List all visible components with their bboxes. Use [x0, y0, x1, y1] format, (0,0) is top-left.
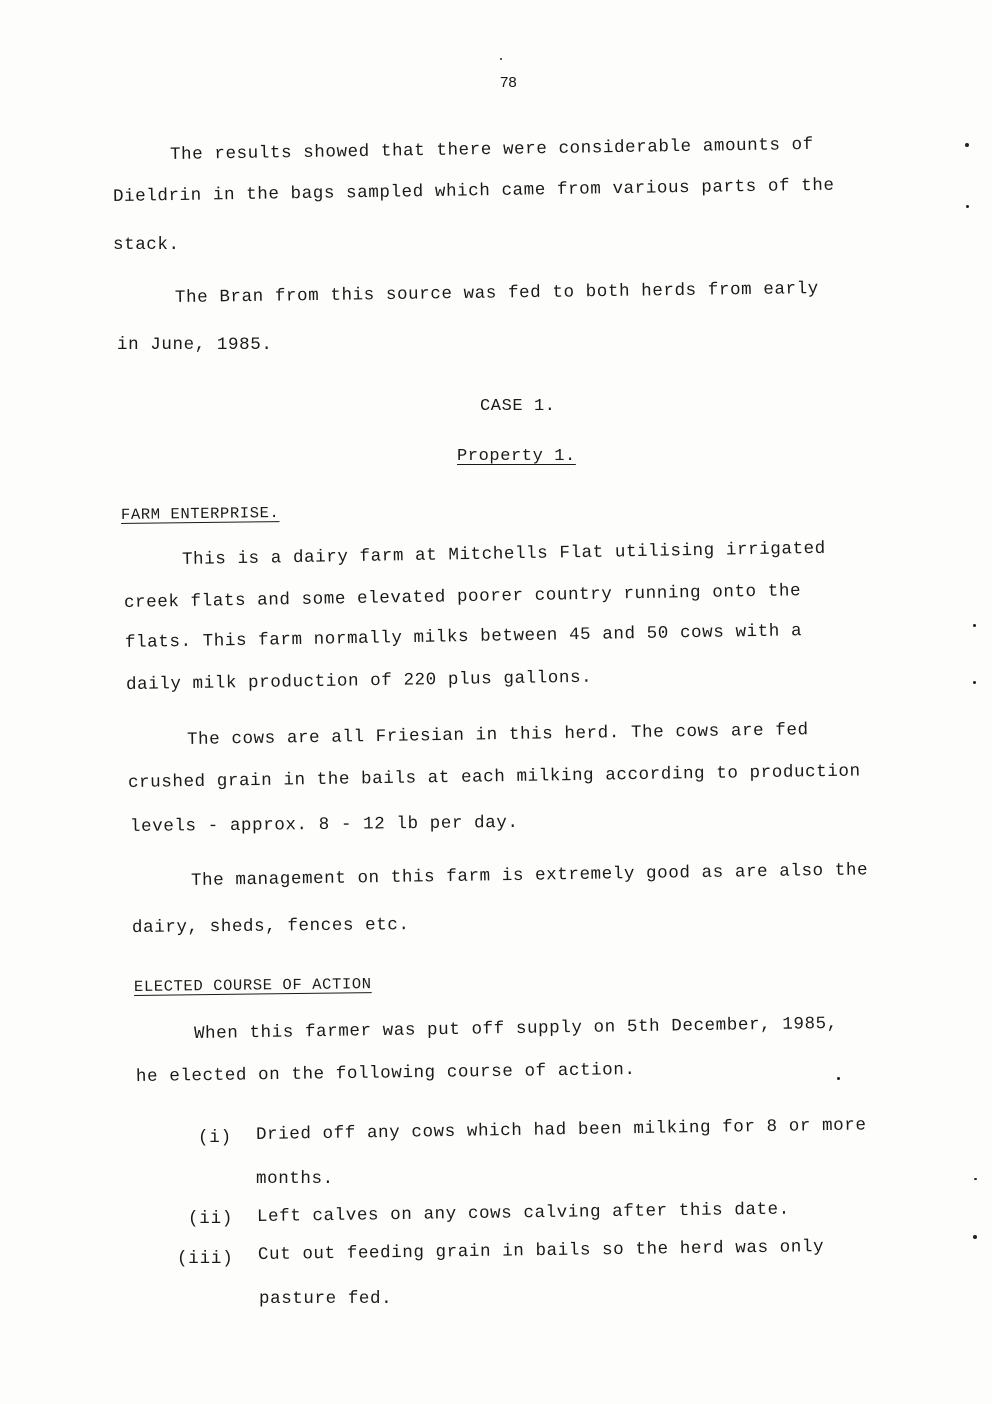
- paragraph-line: When this farmer was put off supply on 5th December, 1985,: [193, 1013, 838, 1044]
- scan-speck: [973, 1235, 977, 1239]
- scan-speck: [974, 1178, 977, 1180]
- list-item-number: (i): [198, 1128, 232, 1148]
- scan-speck: [965, 143, 969, 147]
- paragraph-line: Dieldrin in the bags sampled which came from various parts of the: [112, 175, 835, 207]
- paragraph-line: in June, 1985.: [117, 335, 273, 355]
- list-item-text: months.: [256, 1169, 334, 1189]
- elected-course-heading: ELECTED COURSE OF ACTION: [133, 975, 372, 996]
- paragraph-line: dairy, sheds, fences etc.: [131, 915, 410, 938]
- paragraph-line: The management on this farm is extremely good as are also the: [190, 860, 869, 891]
- paragraph-line: The cows are all Friesian in this herd. The cows are fed: [186, 720, 809, 750]
- page-number: 78: [500, 74, 517, 91]
- list-item-text: Cut out feeding grain in bails so the herd was only: [257, 1237, 825, 1265]
- list-item-text: pasture fed.: [259, 1289, 393, 1309]
- scan-speck: [966, 205, 969, 208]
- scan-speck: [973, 681, 976, 684]
- list-item-number: (ii): [188, 1209, 234, 1229]
- list-item-number: (iii): [177, 1249, 234, 1269]
- paragraph-line: stack.: [113, 235, 180, 255]
- paragraph-line: levels - approx. 8 - 12 lb per day.: [129, 812, 519, 837]
- paragraph-line: daily milk production of 220 plus gallons.: [125, 667, 593, 695]
- paragraph-line: crushed grain in the bails at each milking according to production: [127, 761, 861, 793]
- list-item-text: Dried off any cows which had been milking for 8 or more: [255, 1115, 867, 1145]
- paragraph-line: The Bran from this source was fed to both herds from early: [174, 279, 819, 308]
- list-item-text: Left calves on any cows calving after this date.: [256, 1199, 790, 1227]
- paragraph-line: This is a dairy farm at Mitchells Flat utilising irrigated: [181, 538, 826, 570]
- paragraph-line: he elected on the following course of action.: [135, 1060, 636, 1087]
- paragraph-line: creek flats and some elevated poorer country running onto the: [123, 581, 802, 613]
- case-heading: CASE 1.: [480, 397, 556, 416]
- farm-enterprise-heading: FARM ENTERPRISE.: [120, 504, 280, 524]
- scan-speck: [837, 1077, 840, 1080]
- scan-speck: [973, 624, 976, 627]
- paragraph-line: The results showed that there were considerable amounts of: [169, 134, 814, 165]
- paragraph-line: flats. This farm normally milks between 45 and 50 cows with a: [124, 621, 803, 653]
- property-heading: Property 1.: [457, 447, 576, 466]
- scan-speck: [500, 58, 502, 60]
